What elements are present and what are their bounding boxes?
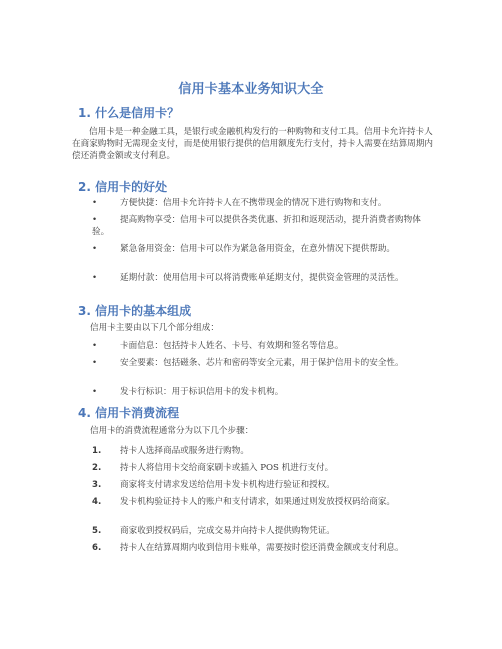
step-number: 3. [92,480,102,490]
step-number: 6. [92,543,102,553]
section-2-bullet-2 [92,214,432,238]
document-title: 信用卡基本业务知识大全 [178,82,324,97]
section-3-bullet-2 [92,357,432,369]
bullet-text: 发卡行标识：用于标识信用卡的发卡机构。 [120,387,284,397]
section-4-step-3 [92,479,432,491]
bullet-text: 卡面信息：包括持卡人姓名、卡号、有效期和签名等信息。 [120,341,344,351]
section-2-bullet-3 [92,243,432,255]
section-3-bullet-1 [92,340,432,352]
section-4-step-1 [92,445,432,457]
bullet-icon: • [92,273,98,283]
section-2-heading: 2. 信用卡的好处 [78,180,168,194]
section-2-bullet-1 [92,197,432,209]
step-number: 4. [92,497,102,507]
section-2-bullet-4 [92,272,432,284]
step-text: 持卡人在结算周期内收到信用卡账单，需要按时偿还消费金额或支付利息。 [120,543,404,553]
bullet-text: 方便快捷：信用卡允许持卡人在不携带现金的情况下进行购物和支付。 [120,198,387,208]
section-4-step-6 [92,542,432,554]
bullet-icon: • [92,215,98,225]
step-number: 1. [92,446,102,456]
bullet-text: 紧急备用资金：信用卡可以作为紧急备用资金，在意外情况下提供帮助。 [120,244,396,254]
step-number: 5. [92,526,102,536]
bullet-icon: • [92,244,98,254]
bullet-icon: • [92,358,98,368]
bullet-text: 延期付款：使用信用卡可以将消费账单延期支付，提供资金管理的灵活性。 [120,273,404,283]
bullet-text: 提高购物享受：信用卡可以提供各类优惠、折扣和返现活动，提升消费者购物体验。 [92,215,421,237]
bullet-icon: • [92,341,98,351]
step-text: 持卡人选择商品或服务进行购物。 [120,446,249,456]
section-3-bullet-3 [92,386,432,398]
section-4-step-5 [92,525,432,537]
step-text: 商家收到授权码后，完成交易并向持卡人提供购物凭证。 [120,526,335,536]
step-text: 发卡机构验证持卡人的账户和支付请求，如果通过则发放授权码给商家。 [120,497,396,507]
step-text: 商家将支付请求发送给信用卡发卡机构进行验证和授权。 [120,480,335,490]
section-3-heading: 3. 信用卡的基本组成 [78,304,192,318]
section-4-heading: 4. 信用卡消费流程 [78,406,180,420]
step-number: 2. [92,463,102,473]
section-3-intro: 信用卡主要由以下几个部分组成： [90,323,219,333]
section-1-heading: 1. 什么是信用卡？ [78,106,180,120]
bullet-text: 安全要素：包括磁条、芯片和密码等安全元素，用于保护信用卡的安全性。 [120,358,404,368]
section-4-step-2 [92,462,432,474]
section-4-intro: 信用卡的消费流程通常分为以下几个步骤： [90,426,254,436]
section-4-step-4 [92,496,432,508]
step-text: 持卡人将信用卡交给商家刷卡或插入 POS 机进行支付。 [120,463,334,473]
bullet-icon: • [92,198,98,208]
section-1-paragraph: 信用卡是一种金融工具，是银行或金融机构发行的一种购物和支付工具。信用卡允许持卡人在商家购物时无需现金支付，而是使用银行提供的信用额度先行支付，持卡人需要在结算周期内偿还消费金额或支付利息。 [72,127,433,161]
bullet-icon: • [92,387,98,397]
